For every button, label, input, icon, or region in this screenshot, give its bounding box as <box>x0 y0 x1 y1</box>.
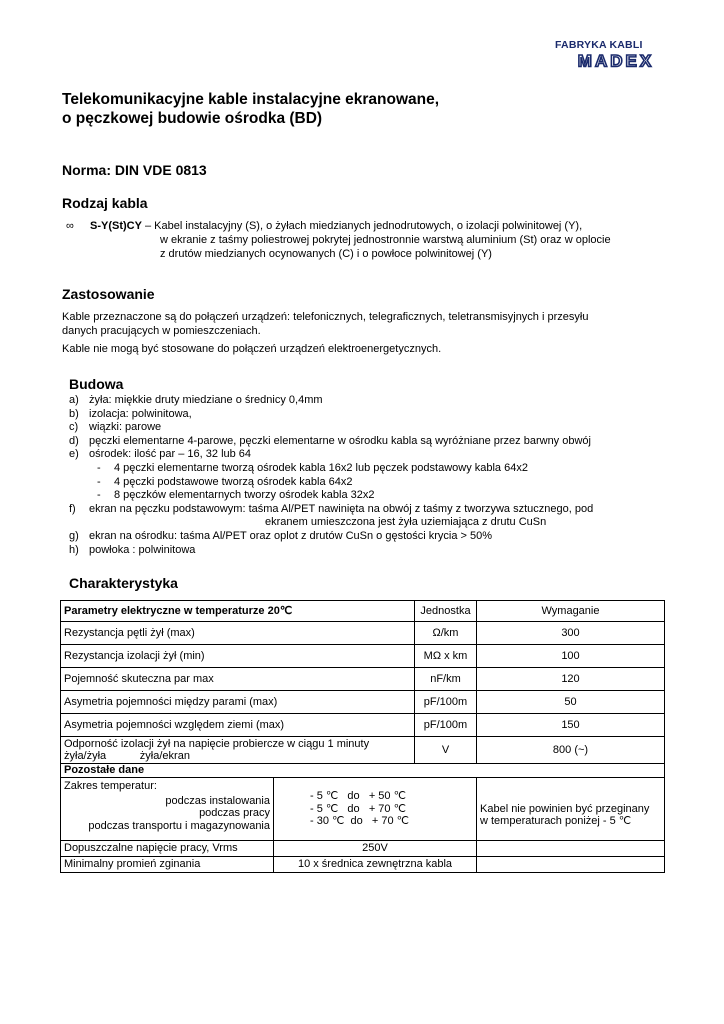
list-sub-item: - 8 pęczków elementarnych tworzy ośrodek kabla 32x2 <box>97 489 375 502</box>
characteristics-table <box>60 600 665 873</box>
cable-type-description <box>66 219 611 261</box>
header-requirement: Wymaganie <box>477 601 665 622</box>
list-sub-item: - 4 pęczki elementarne tworzą ośrodek kabla 16x2 lub pęczek podstawowy kabla 64x2 <box>97 461 528 474</box>
application-text <box>62 310 588 356</box>
table-row: Asymetria pojemności między parami (max) pF/100m 50 <box>61 691 665 714</box>
bullet-icon: ∞ <box>66 220 74 232</box>
list-item-continuation: ekranem umieszczona jest żyła uziemiająca z drutu CuSn <box>265 516 547 529</box>
application-heading: Zastosowanie <box>62 286 155 302</box>
table-section-row <box>61 764 665 778</box>
table-row: Rezystancja pętli żył (max) Ω/km 300 <box>61 622 665 645</box>
characteristics-heading: Charakterystyka <box>69 575 178 591</box>
title-line-1: Telekomunikacyjne kable instalacyjne ekranowane, <box>62 91 440 108</box>
list-item: c) wiązki: parowe <box>69 421 162 434</box>
logo-brand-mark <box>555 52 677 69</box>
title-line-2: o pęczkowej budowie ośrodka (BD) <box>62 110 323 127</box>
list-item: d) pęczki elementarne 4-parowe, pęczki elementarne w ośrodku kabla są wyróżniane przez barwny obwój <box>69 434 591 447</box>
page-title <box>62 90 439 128</box>
cable-code: S-Y(St)CY <box>90 220 142 232</box>
list-item: a) żyła: miękkie druty miedziane o średnicy 0,4mm <box>69 394 323 406</box>
table-row: Zakres temperatur: podczas instalowania podczas pracy podczas transportu i magazynowania - 5 ℃ do + 50 ℃ - 5 ℃ do + 70 ℃ - 30 ℃ do + 70 ℃ Kabel nie powinien być przeginany w temperaturach poniżej - 5 ℃ <box>61 778 665 841</box>
table-row: Rezystancja izolacji żył (min) MΩ x km 100 <box>61 645 665 668</box>
application-p2: Kable nie mogą być stosowane do połączeń urządzeń elektroenergetycznych. <box>62 343 442 355</box>
list-item: f) ekran na pęczku podstawowym: taśma Al/PET nawinięta na obwój z taśmy z tworzywa sztucznego, pod <box>69 502 594 515</box>
table-header-row <box>61 601 665 622</box>
company-logo <box>555 40 677 70</box>
header-unit: Jednostka <box>415 601 477 622</box>
logo-brand-text: MADEX <box>577 52 655 69</box>
table-row: Odporność izolacji żył na napięcie probiercze w ciągu 1 minuty żyła/żyła żyła/ekran V 800 (~) <box>61 737 665 764</box>
cable-type-line-1: – Kabel instalacyjny (S), o żyłach miedzianych jednodrutowych, o izolacji polwinitowej (Y), <box>141 220 583 232</box>
construction-heading: Budowa <box>69 376 124 392</box>
table-row: Pojemność skuteczna par max nF/km 120 <box>61 668 665 691</box>
logo-top-text: FABRYKA KABLI <box>555 39 643 51</box>
standard-heading: Norma: DIN VDE 0813 <box>62 162 207 178</box>
cable-type-heading: Rodzaj kabla <box>62 195 148 211</box>
header-param: Parametry elektryczne w temperaturze 20℃ <box>61 601 415 622</box>
list-item: e) ośrodek: ilość par – 16, 32 lub 64 <box>69 448 252 461</box>
list-item: b) izolacja: polwinitowa, <box>69 407 192 420</box>
table-row: Minimalny promień zginania 10 x średnica zewnętrzna kabla <box>61 857 665 873</box>
construction-list <box>69 394 593 557</box>
cable-type-line-2: w ekranie z taśmy poliestrowej pokrytej jednostronnie warstwą aluminium (St) oraz w oplocie <box>160 234 611 246</box>
list-item: g) ekran na ośrodku: taśma Al/PET oraz oplot z drutów CuSn o gęstości krycia > 50% <box>69 529 493 542</box>
application-p1-line-1: Kable przeznaczone są do połączeń urządzeń: telefonicznych, telegraficznych, teletransmisyjnych i przesyłu <box>62 311 589 323</box>
table-row: Dopuszczalne napięcie pracy, Vrms 250V <box>61 841 665 857</box>
cable-type-line-3: z drutów miedzianych ocynowanych (C) i o powłoce polwinitowej (Y) <box>160 248 492 260</box>
list-sub-item: - 4 pęczki podstawowe tworzą ośrodek kabla 64x2 <box>97 475 353 488</box>
table-row: Asymetria pojemności względem ziemi (max) pF/100m 150 <box>61 714 665 737</box>
other-data-heading: Pozostałe dane <box>61 764 665 778</box>
list-item: h) powłoka : polwinitowa <box>69 543 196 556</box>
application-p1-line-2: danych pracujących w pomieszczeniach. <box>62 325 261 337</box>
